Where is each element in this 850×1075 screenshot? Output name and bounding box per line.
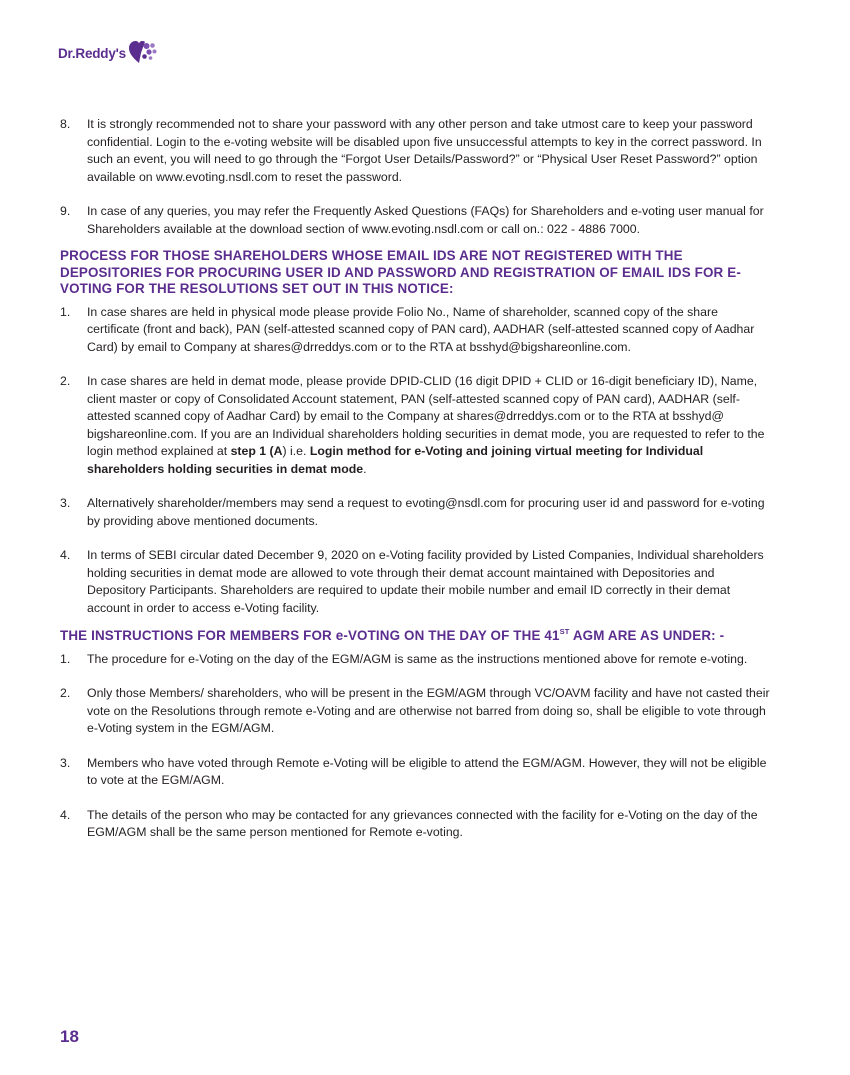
bold-step-ref: step 1 (A xyxy=(230,444,283,458)
page-number: 18 xyxy=(60,1027,79,1046)
list-number: 3. xyxy=(60,496,71,510)
list-item xyxy=(60,304,772,357)
list-number: 9. xyxy=(60,204,71,218)
list-item xyxy=(60,685,772,738)
section-heading-agm-instructions xyxy=(60,628,772,645)
logo-text: Dr.Reddy's xyxy=(58,45,126,61)
text-segment: In case shares are held in demat mode, please provide DPID-CLID (16 digit DPID + CLID or 16-digit beneficiary ID), Name, client master or copy of Consolidated Account statement, PAN (self-attested scanned copy of PAN card), AADHAR (self-attested scanned copy of Aadhar Card) by email to the Company at shares@drreddys.com or to the RTA at bsshyd@ bigshareonline.com. If you are an Individual shareholders holding securities in demat mode, you are requested to refer to the login method explained at xyxy=(87,374,765,458)
list-item xyxy=(60,495,772,530)
list-number: 1. xyxy=(60,304,71,319)
list-text: In case of any queries, you may refer the Frequently Asked Questions (FAQs) for Shareholders and e-voting user manual for Shareholders available at the download section of www.evoting.nsdl.com or call on.: 022 - 4886 7000. xyxy=(87,204,764,236)
list-number: 4. xyxy=(60,807,71,822)
list-text: The procedure for e-Voting on the day of the EGM/AGM is same as the instructions mentioned above for remote e-voting. xyxy=(87,651,748,666)
list-number: 8. xyxy=(60,117,71,131)
list-number: 3. xyxy=(60,755,71,770)
list-item xyxy=(60,373,772,478)
document-body xyxy=(60,116,772,842)
company-logo xyxy=(58,40,157,66)
list-text xyxy=(87,373,772,478)
list-number: 2. xyxy=(60,374,71,388)
list-item xyxy=(60,116,772,186)
list-text: In terms of SEBI circular dated December 9, 2020 on e-Voting facility provided by Listed Companies, Individual shareholders holding securities in demat mode are allowed to vote through their demat account maintained with Depositories and Depository Participants. Shareholders are required to update their mobile number and email ID correctly in their demat account in order to access e-Voting facility. xyxy=(87,548,764,615)
heading-segment: THE INSTRUCTIONS FOR MEMBERS FOR e-VOTING ON THE DAY OF THE 41 xyxy=(60,628,560,643)
list-item xyxy=(60,203,772,238)
list-text: Alternatively shareholder/members may send a request to evoting@nsdl.com for procuring user id and password for e-voting by providing above mentioned documents. xyxy=(87,496,765,528)
heading-segment: AGM ARE AS UNDER: - xyxy=(569,628,725,643)
text-segment: ) i.e. xyxy=(282,444,310,458)
section-heading-unregistered-email: PROCESS FOR THOSE SHAREHOLDERS WHOSE EMAIL IDS ARE NOT REGISTERED WITH THE DEPOSITORIES FOR PROCURING USER ID AND PASSWORD AND REGISTRATION OF EMAIL IDS FOR E-VOTING FOR THE RESOLUTIONS SET OUT IN THIS NOTICE: xyxy=(60,248,741,296)
list-item xyxy=(60,807,772,842)
list-item xyxy=(60,547,772,617)
list-text: Only those Members/ shareholders, who will be present in the EGM/AGM through VC/OAVM facility and have not casted their vote on the Resolutions through remote e-Voting and are otherwise not barred from doing so, shall be eligible to vote through e-Voting system in the EGM/AGM. xyxy=(87,686,770,735)
list-item xyxy=(60,651,772,669)
text-segment: . xyxy=(363,461,367,476)
list-number: 1. xyxy=(60,651,71,666)
list-text: In case shares are held in physical mode please provide Folio No., Name of shareholder, scanned copy of the share certificate (front and back), PAN (self-attested scanned copy of PAN card), AADHAR (self-attested scanned copy of Aadhar Card) by email to Company at shares@drreddys.com or to the RTA at bsshyd@bigshareonline.com. xyxy=(87,304,755,354)
list-text: Members who have voted through Remote e-Voting will be eligible to attend the EGM/AGM. However, they will not be eligible to vote at the EGM/AGM. xyxy=(87,755,767,787)
list-text: The details of the person who may be contacted for any grievances connected with the facility for e-Voting on the day of the EGM/AGM shall be the same person mentioned for Remote e-voting. xyxy=(87,807,758,839)
list-number: 2. xyxy=(60,686,71,700)
ordinal-superscript: ST xyxy=(559,627,570,636)
list-text: It is strongly recommended not to share your password with any other person and take utmost care to keep your password confidential. Login to the e-voting website will be disabled upon five unsuccessful attempts to key in the correct password. In such an event, you will need to go through the “Forgot User Details/Password?” or “Physical User Reset Password?” option available on www.evoting.nsdl.com to reset the password. xyxy=(87,117,762,184)
list-number: 4. xyxy=(60,548,71,562)
heart-dots-icon xyxy=(129,41,157,65)
list-item xyxy=(60,755,772,790)
bold-login-method: Login method for e-Voting and joining virtual meeting for Individual shareholders holding securities in demat mode xyxy=(87,444,704,476)
